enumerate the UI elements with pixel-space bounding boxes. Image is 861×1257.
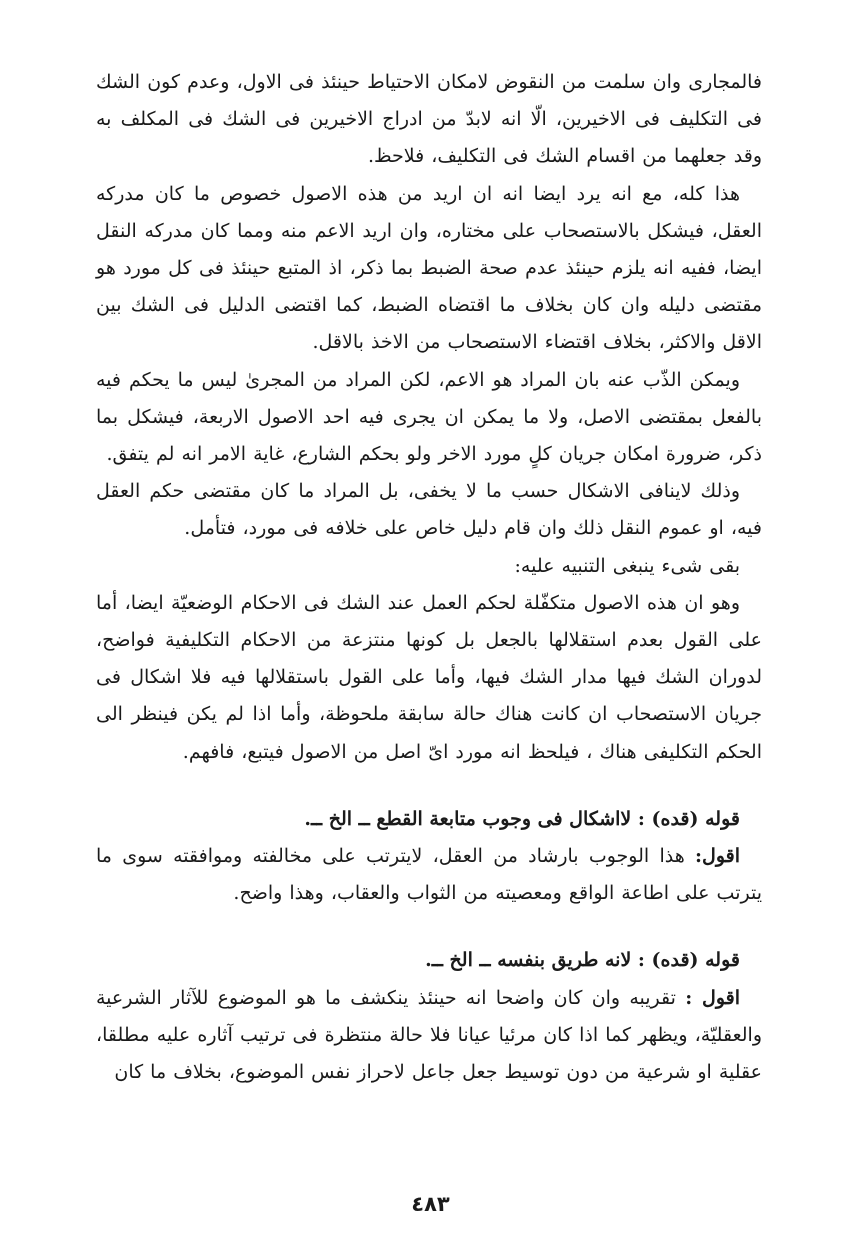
section-heading: قوله (قده) : لااشكال فى وجوب متابعة القطع ــ الخ ــ. [304,807,740,830]
paragraph: ويمكن الذّب عنه بان المراد هو الاعم، لكن المراد من المجرىٰ ليس ما يحكم فيه بالفعل بمقتضى الاصل، ولا ما يمكن ان يجرى فيه احد الاصول الاربعة، فيشكل بما ذكر، ضرورة امكان جريان كلٍ مورد الاخر ولو بحكم الشارع، غاية الامر انه لم يتفق. [96,368,762,466]
paragraph: فالمجارى وان سلمت من النقوض لامكان الاحتياط حينئذ فى الاول، وعدم كون الشك فى التكليف فى الاخيرين، الّا انه لابدّ من ادراج الاخيرين فى الشك فى المكلف به وقد جعلهما من اقسام الشك فى التكليف، فلاحظ. [96,71,762,168]
lead-word: اقول: [695,845,740,868]
paragraph: هذا كله، مع انه يرد ايضا انه ان اريد من هذه الاصول خصوص ما كان مدركه العقل، فيشكل بالاستصحاب على مختاره، وان اريد الاعم منه ومما كان مدركه النقل ايضا، ففيه انه يلزم حينئذ عدم صحة الضبط بما ذكر، اذ المتبع حينئذ فى كل مورد هو مقتضى دليله وان كان بخلاف ما اقتضاه الضبط، كما اقتضى الدليل فى الشك بين الاقل والاكثر، بخلاف اقتضاء الاستصحاب من الاخذ بالاقل. [96,182,762,354]
section-text: تقريبه وان كان واضحا انه حينئذ ينكشف ما هو الموضوع للآثار الشرعية والعقليّة، ويظهر كما اذا كان مرئيا عيانا فلا حالة منتظرة فى ترتيب آثاره عليه مطلقا، عقلية او شرعية من دون توسيط جعل جاعل لاحراز نفس الموضوع، بخلاف ما كان [96,986,762,1084]
lead-word: اقول : [685,986,740,1009]
page-number: ٤٨٣ [411,1192,450,1216]
paragraph: وذلك لاينافى الاشكال حسب ما لا يخفى، بل المراد ما كان مقتضى حكم العقل فيه، او عموم النقل ذلك وان قام دليل خاص على خلافه فى مورد، فتأمل. [96,480,762,540]
paragraph: بقى شىء ينبغى التنبيه عليه: [514,554,740,577]
paragraph: وهو ان هذه الاصول متكفّلة لحكم العمل عند الشك فى الاحكام الوضعيّة ايضا، أما على القول بعدم استقلالها بالجعل بل كونها منتزعة من الاحكام التكليفية فواضح، لدوران الشك فيها مدار الشك فيها، وأما على القول باستقلالها فيه فلا اشكال فى جريان الاستصحاب ان كانت هناك حالة سابقة ملحوظة، وأما اذا لم يكن فينظر الى الحكم التكليفى هناك ، فيلحظ انه مورد اىّ اصل من الاصول فيتبع، فافهم. [96,591,762,763]
document-page [96,64,762,1091]
section-body [96,838,762,912]
section-heading: قوله (قده) : لانه طريق بنفسه ــ الخ ــ. [425,949,740,972]
section-text: هذا الوجوب بارشاد من العقل، لايترتب على مخالفته وموافقته سوى ما يترتب على اطاعة الواقع ومعصيته من الثواب والعقاب، وهذا واضح. [96,845,762,905]
section-body [96,980,762,1092]
